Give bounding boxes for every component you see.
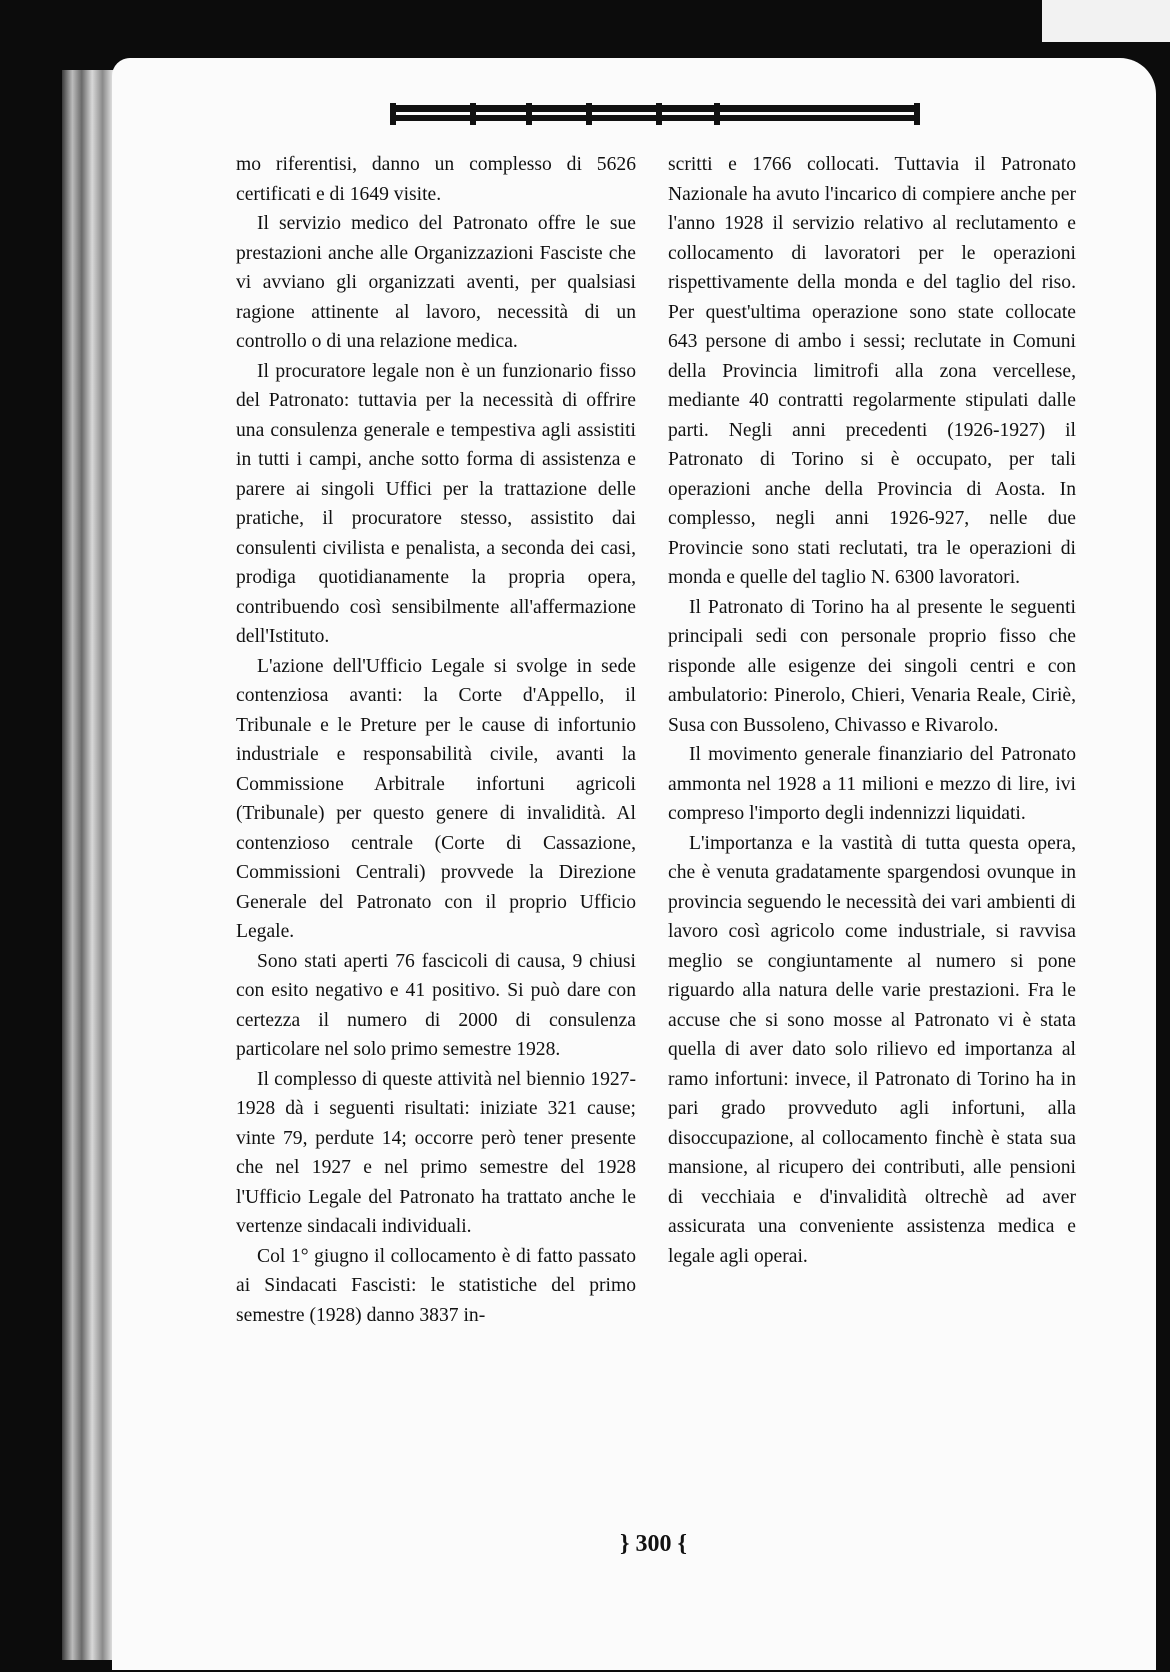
scan-corner [1042,0,1170,42]
paragraph: Sono stati aperti 76 fascicoli di causa, 9 chiusi con esito negativo e 41 positivo. Si può dare con certezza il numero di 2000 di consulenza particolare nel solo primo semestre 1928. [236,950,636,1060]
paragraph: Il servizio medico del Patronato offre le sue prestazioni anche alle Organizzazioni Fasciste che vi avviano gli organizzati aventi, per qualsiasi ragione attinente al lavoro, necessità di un controllo o di una relazione medica. [236,213,636,352]
text-column-right [668,150,1076,1271]
paragraph: Il complesso di queste attività nel biennio 1927-1928 dà i seguenti risultati: iniziate 321 cause; vinte 79, perdute 14; occorre però tener presente che nel 1927 e nel primo semestre del 1928 l'Ufficio Legale del Patronato ha trattato anche le vertenze sindacali individuali. [236,1068,636,1237]
paragraph: L'azione dell'Ufficio Legale si svolge in sede contenziosa avanti: la Corte d'Appello, il Tribunale e le Preture per le cause di infortunio industriale e responsabilità civile, avanti la Commissione Arbitrale infortuni agricoli (Tribunale) per questo genere di invalidità. Al contenzioso centrale (Corte di Cassazione, Commissioni Centrali) provvede la Direzione Generale del Patronato con il proprio Ufficio Legale. [236,655,636,942]
paragraph: scritti e 1766 collocati. Tuttavia il Patronato Nazionale ha avuto l'incarico di compiere anche per l'anno 1928 il servizio relativo al reclutamento e collocamento di lavoratori per le operazioni rispettivamente della monda e del taglio del riso. Per quest'ultima operazione sono state collocate 643 persone di ambo i sessi; reclutate in Comuni della Provincia limitrofi alla zona vercellese, mediante 40 contratti regolarmente stipulati dalle parti. Negli anni precedenti (1926-1927) il Patronato di Torino si è occupato, per tali operazioni anche della Provincia di Aosta. In complesso, negli anni 1926-927, nelle due Provincie sono stati reclutati, tra le operazioni di monda e quelle del taglio N. 6300 lavoratori. [668,154,1076,588]
header-ornament [390,103,920,125]
page-number-left-brace: } [620,1531,630,1557]
page-number [620,1524,720,1564]
paragraph: L'importanza e la vastità di tutta questa opera, che è venuta gradatamente spargendosi ovunque in provincia seguendo le necessità dei vari ambienti di lavoro così agricolo come industriale, si ravvisa meglio se congiuntamente al numero si pone riguardo alla natura delle varie prestazioni. Fra le accuse che si sono mosse al Patronato vi è stata quella di aver dato solo rilievo ed importanza al ramo infortuni: invece, il Patronato di Torino ha in pari grado provveduto agli infortuni, alla disoccupazione, al collocamento finchè è stata sua mansione, al ricupero dei contributi, alle pensioni di vecchiaia e d'invalidità oltrechè ad aver assicurata una conveniente assistenza medica e legale agli operai. [668,832,1076,1267]
paragraph: Col 1° giugno il collocamento è di fatto passato ai Sindacati Fascisti: le statistiche del primo semestre (1928) danno 3837 in- [236,1245,636,1326]
paragraph: Il Patronato di Torino ha al presente le seguenti principali sedi con personale proprio fisso che risponde alle esigenze dei singoli centri e con ambulatorio: Pinerolo, Chieri, Venaria Reale, Ciriè, Susa con Bussoleno, Chivasso e Rivarolo. [668,596,1076,736]
page-number-value: 300 [635,1531,672,1557]
paragraph: mo riferentisi, danno un complesso di 5626 certificati e di 1649 visite. [236,154,636,205]
paragraph: Il movimento generale finanziario del Patronato ammonta nel 1928 a 11 milioni e mezzo di lire, ivi compreso l'importo degli indennizzi liquidati. [668,744,1076,824]
text-column-left [236,150,636,1330]
paragraph: Il procuratore legale non è un funzionario fisso del Patronato: tuttavia per la necessità di offrire una consulenza generale e tempestiva agli assistiti in tutti i campi, anche sotto forma di assistenza e parere ai singoli Uffici per la trattazione delle pratiche, il procuratore stesso, assistito dai consulenti civilista e penalista, a seconda dei casi, prodiga quotidianamente la propria opera, contribuendo così sensibilmente all'affermazione dell'Istituto. [236,360,636,647]
page-number-right-brace: { [677,1531,687,1557]
